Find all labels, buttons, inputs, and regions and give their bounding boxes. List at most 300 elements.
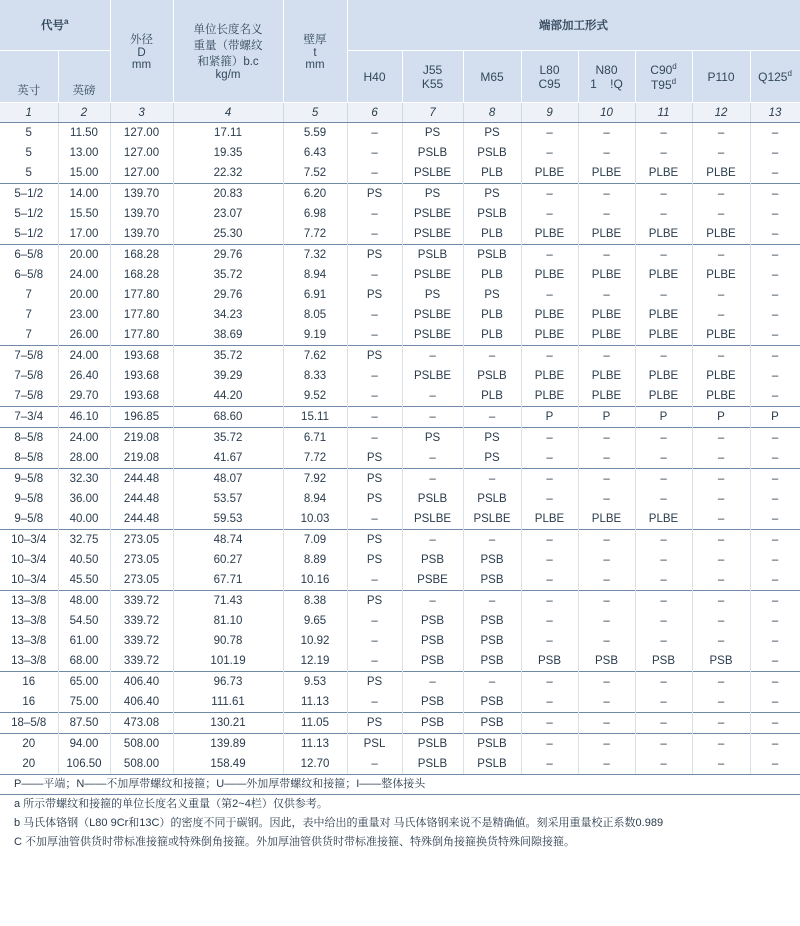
- table-cell: 6.71: [283, 428, 347, 449]
- table-cell: –: [750, 245, 800, 266]
- table-cell: PS: [347, 489, 402, 509]
- table-cell: 139.70: [110, 184, 173, 205]
- table-cell: –: [521, 591, 578, 612]
- table-cell: 48.00: [58, 591, 110, 612]
- table-cell: 273.05: [110, 550, 173, 570]
- table-cell: –: [750, 469, 800, 490]
- table-cell: PLBE: [521, 305, 578, 325]
- table-cell: 10.16: [283, 570, 347, 591]
- table-cell: –: [635, 245, 692, 266]
- column-number: 5: [283, 103, 347, 123]
- column-number: 7: [402, 103, 463, 123]
- table-cell: PLBE: [578, 224, 635, 245]
- table-cell: –: [402, 346, 463, 367]
- table-cell: PLBE: [578, 509, 635, 530]
- table-cell: 111.61: [173, 692, 283, 713]
- table-row: [0, 407, 800, 428]
- table-cell: –: [692, 509, 750, 530]
- table-cell: 139.89: [173, 734, 283, 755]
- table-cell: PLBE: [578, 366, 635, 386]
- table-cell: 40.50: [58, 550, 110, 570]
- column-number: 6: [347, 103, 402, 123]
- table-cell: –: [578, 448, 635, 469]
- column-number: 11: [635, 103, 692, 123]
- grade-label: H40: [363, 69, 386, 84]
- table-row: [0, 591, 800, 612]
- table-cell: –: [521, 570, 578, 591]
- table-cell: P: [578, 407, 635, 428]
- table-cell: PLBE: [578, 325, 635, 346]
- table-cell: –: [402, 407, 463, 428]
- column-number: 10: [578, 103, 635, 123]
- table-cell: PSLB: [402, 489, 463, 509]
- table-cell: 8.33: [283, 366, 347, 386]
- table-cell: 6–5/8: [0, 265, 58, 285]
- table-row: [0, 285, 800, 305]
- table-cell: –: [347, 386, 402, 407]
- table-row: [0, 305, 800, 325]
- grade-header: [635, 51, 692, 103]
- table-cell: 11.50: [58, 123, 110, 144]
- table-cell: PLBE: [692, 163, 750, 184]
- table-cell: –: [521, 428, 578, 449]
- table-cell: 60.27: [173, 550, 283, 570]
- table-cell: 339.72: [110, 651, 173, 672]
- grade-header: [402, 51, 463, 103]
- table-cell: –: [347, 631, 402, 651]
- table-cell: PSLBE: [402, 305, 463, 325]
- table-cell: –: [578, 489, 635, 509]
- table-cell: –: [750, 550, 800, 570]
- table-cell: 15.50: [58, 204, 110, 224]
- table-cell: 19.35: [173, 143, 283, 163]
- table-cell: 177.80: [110, 305, 173, 325]
- table-cell: 22.32: [173, 163, 283, 184]
- table-cell: 6.91: [283, 285, 347, 305]
- table-row: [0, 489, 800, 509]
- table-cell: PLBE: [635, 509, 692, 530]
- table-cell: 26.40: [58, 366, 110, 386]
- table-cell: –: [521, 530, 578, 551]
- table-cell: –: [521, 285, 578, 305]
- table-cell: 61.00: [58, 631, 110, 651]
- weight-label-line2: 重量（带螺纹: [193, 40, 263, 52]
- table-cell: 244.48: [110, 469, 173, 490]
- table-cell: 87.50: [58, 713, 110, 734]
- table-cell: –: [347, 428, 402, 449]
- table-cell: –: [347, 143, 402, 163]
- table-cell: PS: [347, 530, 402, 551]
- table-cell: 48.74: [173, 530, 283, 551]
- table-cell: 44.20: [173, 386, 283, 407]
- table-cell: 339.72: [110, 631, 173, 651]
- table-cell: –: [750, 754, 800, 775]
- table-cell: 219.08: [110, 428, 173, 449]
- table-cell: PSLBE: [402, 325, 463, 346]
- table-cell: –: [750, 692, 800, 713]
- table-cell: –: [750, 428, 800, 449]
- grade-footnote-mark: d: [787, 69, 792, 78]
- table-cell: PLB: [463, 386, 521, 407]
- table-cell: 8.94: [283, 265, 347, 285]
- table-cell: 11.13: [283, 734, 347, 755]
- table-cell: –: [578, 611, 635, 631]
- table-cell: PLBE: [578, 305, 635, 325]
- table-cell: –: [463, 469, 521, 490]
- grade-label-alt: 1 !Q: [590, 76, 623, 91]
- table-cell: 10–3/4: [0, 550, 58, 570]
- table-cell: P: [750, 407, 800, 428]
- table-cell: –: [463, 530, 521, 551]
- grade-header: [347, 51, 402, 103]
- table-cell: PSLB: [463, 754, 521, 775]
- table-cell: PLBE: [521, 224, 578, 245]
- table-cell: 65.00: [58, 672, 110, 693]
- table-cell: PLBE: [521, 366, 578, 386]
- table-cell: PS: [463, 448, 521, 469]
- table-cell: –: [635, 631, 692, 651]
- table-cell: –: [635, 672, 692, 693]
- table-cell: 29.76: [173, 245, 283, 266]
- table-cell: PS: [402, 184, 463, 205]
- table-cell: –: [692, 184, 750, 205]
- table-cell: –: [635, 692, 692, 713]
- table-cell: –: [750, 713, 800, 734]
- table-cell: –: [521, 734, 578, 755]
- table-cell: 68.60: [173, 407, 283, 428]
- table-cell: PS: [463, 184, 521, 205]
- column-number: 9: [521, 103, 578, 123]
- wall-label: 壁厚: [303, 34, 327, 46]
- table-cell: PSLB: [463, 489, 521, 509]
- table-cell: PS: [347, 469, 402, 490]
- table-cell: –: [463, 591, 521, 612]
- table-row: [0, 469, 800, 490]
- table-row: [0, 346, 800, 367]
- table-cell: 127.00: [110, 143, 173, 163]
- table-cell: –: [521, 469, 578, 490]
- table-cell: –: [750, 448, 800, 469]
- table-cell: 406.40: [110, 692, 173, 713]
- table-cell: –: [635, 143, 692, 163]
- table-cell: 7.52: [283, 163, 347, 184]
- table-cell: 7: [0, 285, 58, 305]
- table-cell: 106.50: [58, 754, 110, 775]
- grade-label-alt: K55: [421, 76, 444, 91]
- table-row: [0, 651, 800, 672]
- table-cell: PSLBE: [402, 163, 463, 184]
- table-cell: –: [635, 123, 692, 144]
- table-cell: PSLBE: [463, 509, 521, 530]
- od-symbol: D: [137, 47, 146, 59]
- table-row: [0, 366, 800, 386]
- grade-header: [578, 51, 635, 103]
- table-cell: –: [692, 530, 750, 551]
- table-cell: PLBE: [692, 265, 750, 285]
- table-cell: –: [750, 184, 800, 205]
- table-cell: 24.00: [58, 346, 110, 367]
- table-cell: PSB: [578, 651, 635, 672]
- note-line: a 所示带螺纹和接箍的单位长度名义重量（第2~4栏）仅供参考。: [14, 798, 328, 810]
- table-cell: –: [635, 184, 692, 205]
- table-cell: 101.19: [173, 651, 283, 672]
- table-cell: –: [521, 448, 578, 469]
- table-cell: –: [578, 428, 635, 449]
- table-cell: –: [750, 672, 800, 693]
- table-cell: 127.00: [110, 123, 173, 144]
- table-cell: –: [750, 631, 800, 651]
- table-cell: PLBE: [635, 265, 692, 285]
- table-cell: 473.08: [110, 713, 173, 734]
- table-cell: PSB: [463, 713, 521, 734]
- table-cell: P: [635, 407, 692, 428]
- table-cell: PS: [347, 346, 402, 367]
- table-row: [0, 224, 800, 245]
- grade-label: L80: [539, 62, 560, 77]
- table-cell: 14.00: [58, 184, 110, 205]
- table-cell: –: [521, 204, 578, 224]
- table-cell: –: [521, 184, 578, 205]
- grade-footnote-mark: d: [672, 61, 677, 71]
- table-cell: –: [750, 591, 800, 612]
- table-cell: 7.92: [283, 469, 347, 490]
- table-cell: –: [347, 692, 402, 713]
- table-cell: 11.05: [283, 713, 347, 734]
- code-footnote-mark: a: [64, 17, 69, 27]
- table-cell: 9.53: [283, 672, 347, 693]
- table-cell: 9–5/8: [0, 489, 58, 509]
- wall-unit: mm: [305, 59, 325, 71]
- table-cell: PSLB: [402, 245, 463, 266]
- table-cell: PLBE: [635, 163, 692, 184]
- table-cell: –: [635, 285, 692, 305]
- table-cell: PS: [402, 285, 463, 305]
- grade-label-alt: T95: [650, 77, 672, 92]
- table-cell: 35.72: [173, 428, 283, 449]
- table-cell: P: [521, 407, 578, 428]
- table-cell: PSB: [463, 651, 521, 672]
- table-cell: –: [750, 386, 800, 407]
- table-cell: PSLBE: [402, 366, 463, 386]
- table-cell: 9–5/8: [0, 509, 58, 530]
- note-line: P——平端；N——不加厚带螺纹和接箍；U——外加厚带螺纹和接箍；I——整体接头: [0, 775, 800, 795]
- table-cell: 5: [0, 123, 58, 144]
- table-cell: 244.48: [110, 489, 173, 509]
- table-cell: –: [521, 754, 578, 775]
- table-cell: –: [402, 448, 463, 469]
- table-cell: 28.00: [58, 448, 110, 469]
- column-number-row: [0, 103, 800, 123]
- column-number: 4: [173, 103, 283, 123]
- table-cell: 9.52: [283, 386, 347, 407]
- table-cell: –: [750, 530, 800, 551]
- table-cell: 127.00: [110, 163, 173, 184]
- table-cell: –: [635, 428, 692, 449]
- table-cell: PLBE: [578, 265, 635, 285]
- table-row: [0, 143, 800, 163]
- table-cell: 273.05: [110, 570, 173, 591]
- table-cell: –: [578, 631, 635, 651]
- table-cell: PS: [463, 428, 521, 449]
- table-cell: –: [635, 204, 692, 224]
- inch-header: 英寸: [0, 51, 58, 103]
- table-cell: 81.10: [173, 611, 283, 631]
- table-cell: –: [578, 734, 635, 755]
- table-body: [0, 123, 800, 775]
- table-cell: PS: [347, 184, 402, 205]
- table-cell: 244.48: [110, 509, 173, 530]
- table-cell: PLBE: [635, 224, 692, 245]
- table-cell: –: [750, 509, 800, 530]
- column-number: 3: [110, 103, 173, 123]
- table-cell: –: [692, 143, 750, 163]
- table-cell: –: [635, 530, 692, 551]
- table-cell: PSB: [402, 651, 463, 672]
- table-cell: PS: [347, 672, 402, 693]
- grade-header: [521, 51, 578, 103]
- table-cell: 29.76: [173, 285, 283, 305]
- table-cell: 46.10: [58, 407, 110, 428]
- table-cell: 7–5/8: [0, 346, 58, 367]
- grade-label: Q125: [758, 70, 788, 84]
- table-cell: 16: [0, 692, 58, 713]
- wall-symbol: t: [313, 47, 317, 59]
- table-cell: 7–5/8: [0, 386, 58, 407]
- table-cell: 32.30: [58, 469, 110, 490]
- table-cell: PS: [402, 428, 463, 449]
- table-cell: 25.30: [173, 224, 283, 245]
- weight-header: [173, 0, 283, 103]
- table-cell: PSB: [402, 631, 463, 651]
- table-cell: 130.21: [173, 713, 283, 734]
- table-cell: PSB: [692, 651, 750, 672]
- table-cell: PLBE: [635, 366, 692, 386]
- table-cell: –: [692, 245, 750, 266]
- table-cell: PSB: [402, 611, 463, 631]
- table-cell: –: [692, 448, 750, 469]
- table-cell: 13–3/8: [0, 651, 58, 672]
- table-cell: –: [692, 692, 750, 713]
- table-cell: –: [750, 305, 800, 325]
- table-cell: PSB: [402, 550, 463, 570]
- table-cell: PSLB: [402, 143, 463, 163]
- table-cell: PLB: [463, 305, 521, 325]
- table-cell: 41.67: [173, 448, 283, 469]
- table-cell: 193.68: [110, 366, 173, 386]
- table-cell: PSLB: [463, 143, 521, 163]
- table-cell: –: [750, 265, 800, 285]
- code-header: [0, 0, 110, 51]
- table-cell: PSBE: [402, 570, 463, 591]
- table-cell: 26.00: [58, 325, 110, 346]
- table-cell: 13–3/8: [0, 631, 58, 651]
- table-cell: 8.38: [283, 591, 347, 612]
- table-cell: PLBE: [692, 386, 750, 407]
- table-cell: 12.70: [283, 754, 347, 775]
- table-cell: PSL: [347, 734, 402, 755]
- table-cell: 139.70: [110, 204, 173, 224]
- table-cell: PSB: [402, 713, 463, 734]
- table-cell: 35.72: [173, 346, 283, 367]
- table-cell: 7–5/8: [0, 366, 58, 386]
- table-cell: –: [578, 713, 635, 734]
- table-cell: –: [347, 366, 402, 386]
- column-number: 1: [0, 103, 58, 123]
- table-cell: 39.29: [173, 366, 283, 386]
- table-cell: 9.65: [283, 611, 347, 631]
- table-cell: –: [750, 611, 800, 631]
- table-cell: –: [578, 672, 635, 693]
- table-cell: 7.72: [283, 224, 347, 245]
- table-cell: –: [463, 407, 521, 428]
- outer-diameter-header: [110, 0, 173, 103]
- table-cell: –: [578, 570, 635, 591]
- table-cell: –: [692, 591, 750, 612]
- table-cell: –: [750, 123, 800, 144]
- table-cell: 13–3/8: [0, 611, 58, 631]
- table-cell: PS: [347, 285, 402, 305]
- table-cell: 508.00: [110, 734, 173, 755]
- table-cell: PSLBE: [402, 204, 463, 224]
- table-cell: –: [750, 489, 800, 509]
- table-cell: PSB: [521, 651, 578, 672]
- table-cell: 59.53: [173, 509, 283, 530]
- table-row: [0, 448, 800, 469]
- note-line: C 不加厚油管供货时带标准接箍或特殊倒角接箍。外加厚油管供货时带标准接箍、特殊倒角接箍换货特殊间隙接箍。: [14, 836, 575, 848]
- table-cell: –: [635, 734, 692, 755]
- table-cell: –: [692, 570, 750, 591]
- table-cell: –: [750, 285, 800, 305]
- table-cell: 45.50: [58, 570, 110, 591]
- table-cell: PSLB: [463, 734, 521, 755]
- table-cell: 96.73: [173, 672, 283, 693]
- grade-label: N80: [595, 62, 618, 77]
- column-number: 13: [750, 103, 800, 123]
- table-cell: 10–3/4: [0, 530, 58, 551]
- table-cell: 7: [0, 305, 58, 325]
- table-cell: 8–5/8: [0, 428, 58, 449]
- table-cell: –: [578, 754, 635, 775]
- table-cell: –: [750, 224, 800, 245]
- table-cell: 94.00: [58, 734, 110, 755]
- table-cell: –: [347, 651, 402, 672]
- table-cell: –: [578, 123, 635, 144]
- table-cell: 11.13: [283, 692, 347, 713]
- table-cell: –: [347, 265, 402, 285]
- table-cell: –: [635, 448, 692, 469]
- table-cell: –: [521, 611, 578, 631]
- grade-footnote-mark: d: [671, 76, 677, 86]
- table-cell: 71.43: [173, 591, 283, 612]
- lbft-header: 英磅: [58, 51, 110, 103]
- table-cell: 54.50: [58, 611, 110, 631]
- table-cell: PSB: [463, 550, 521, 570]
- weight-label-line1: 单位长度名义: [193, 24, 263, 36]
- table-cell: 6.20: [283, 184, 347, 205]
- od-unit: mm: [131, 59, 152, 71]
- table-cell: –: [402, 672, 463, 693]
- table-cell: 5–1/2: [0, 204, 58, 224]
- table-cell: –: [347, 123, 402, 144]
- table-cell: 196.85: [110, 407, 173, 428]
- table-cell: 67.71: [173, 570, 283, 591]
- table-row: [0, 184, 800, 205]
- table-cell: –: [692, 123, 750, 144]
- table-cell: –: [402, 530, 463, 551]
- table-row: [0, 509, 800, 530]
- table-cell: 15.11: [283, 407, 347, 428]
- table-cell: –: [750, 651, 800, 672]
